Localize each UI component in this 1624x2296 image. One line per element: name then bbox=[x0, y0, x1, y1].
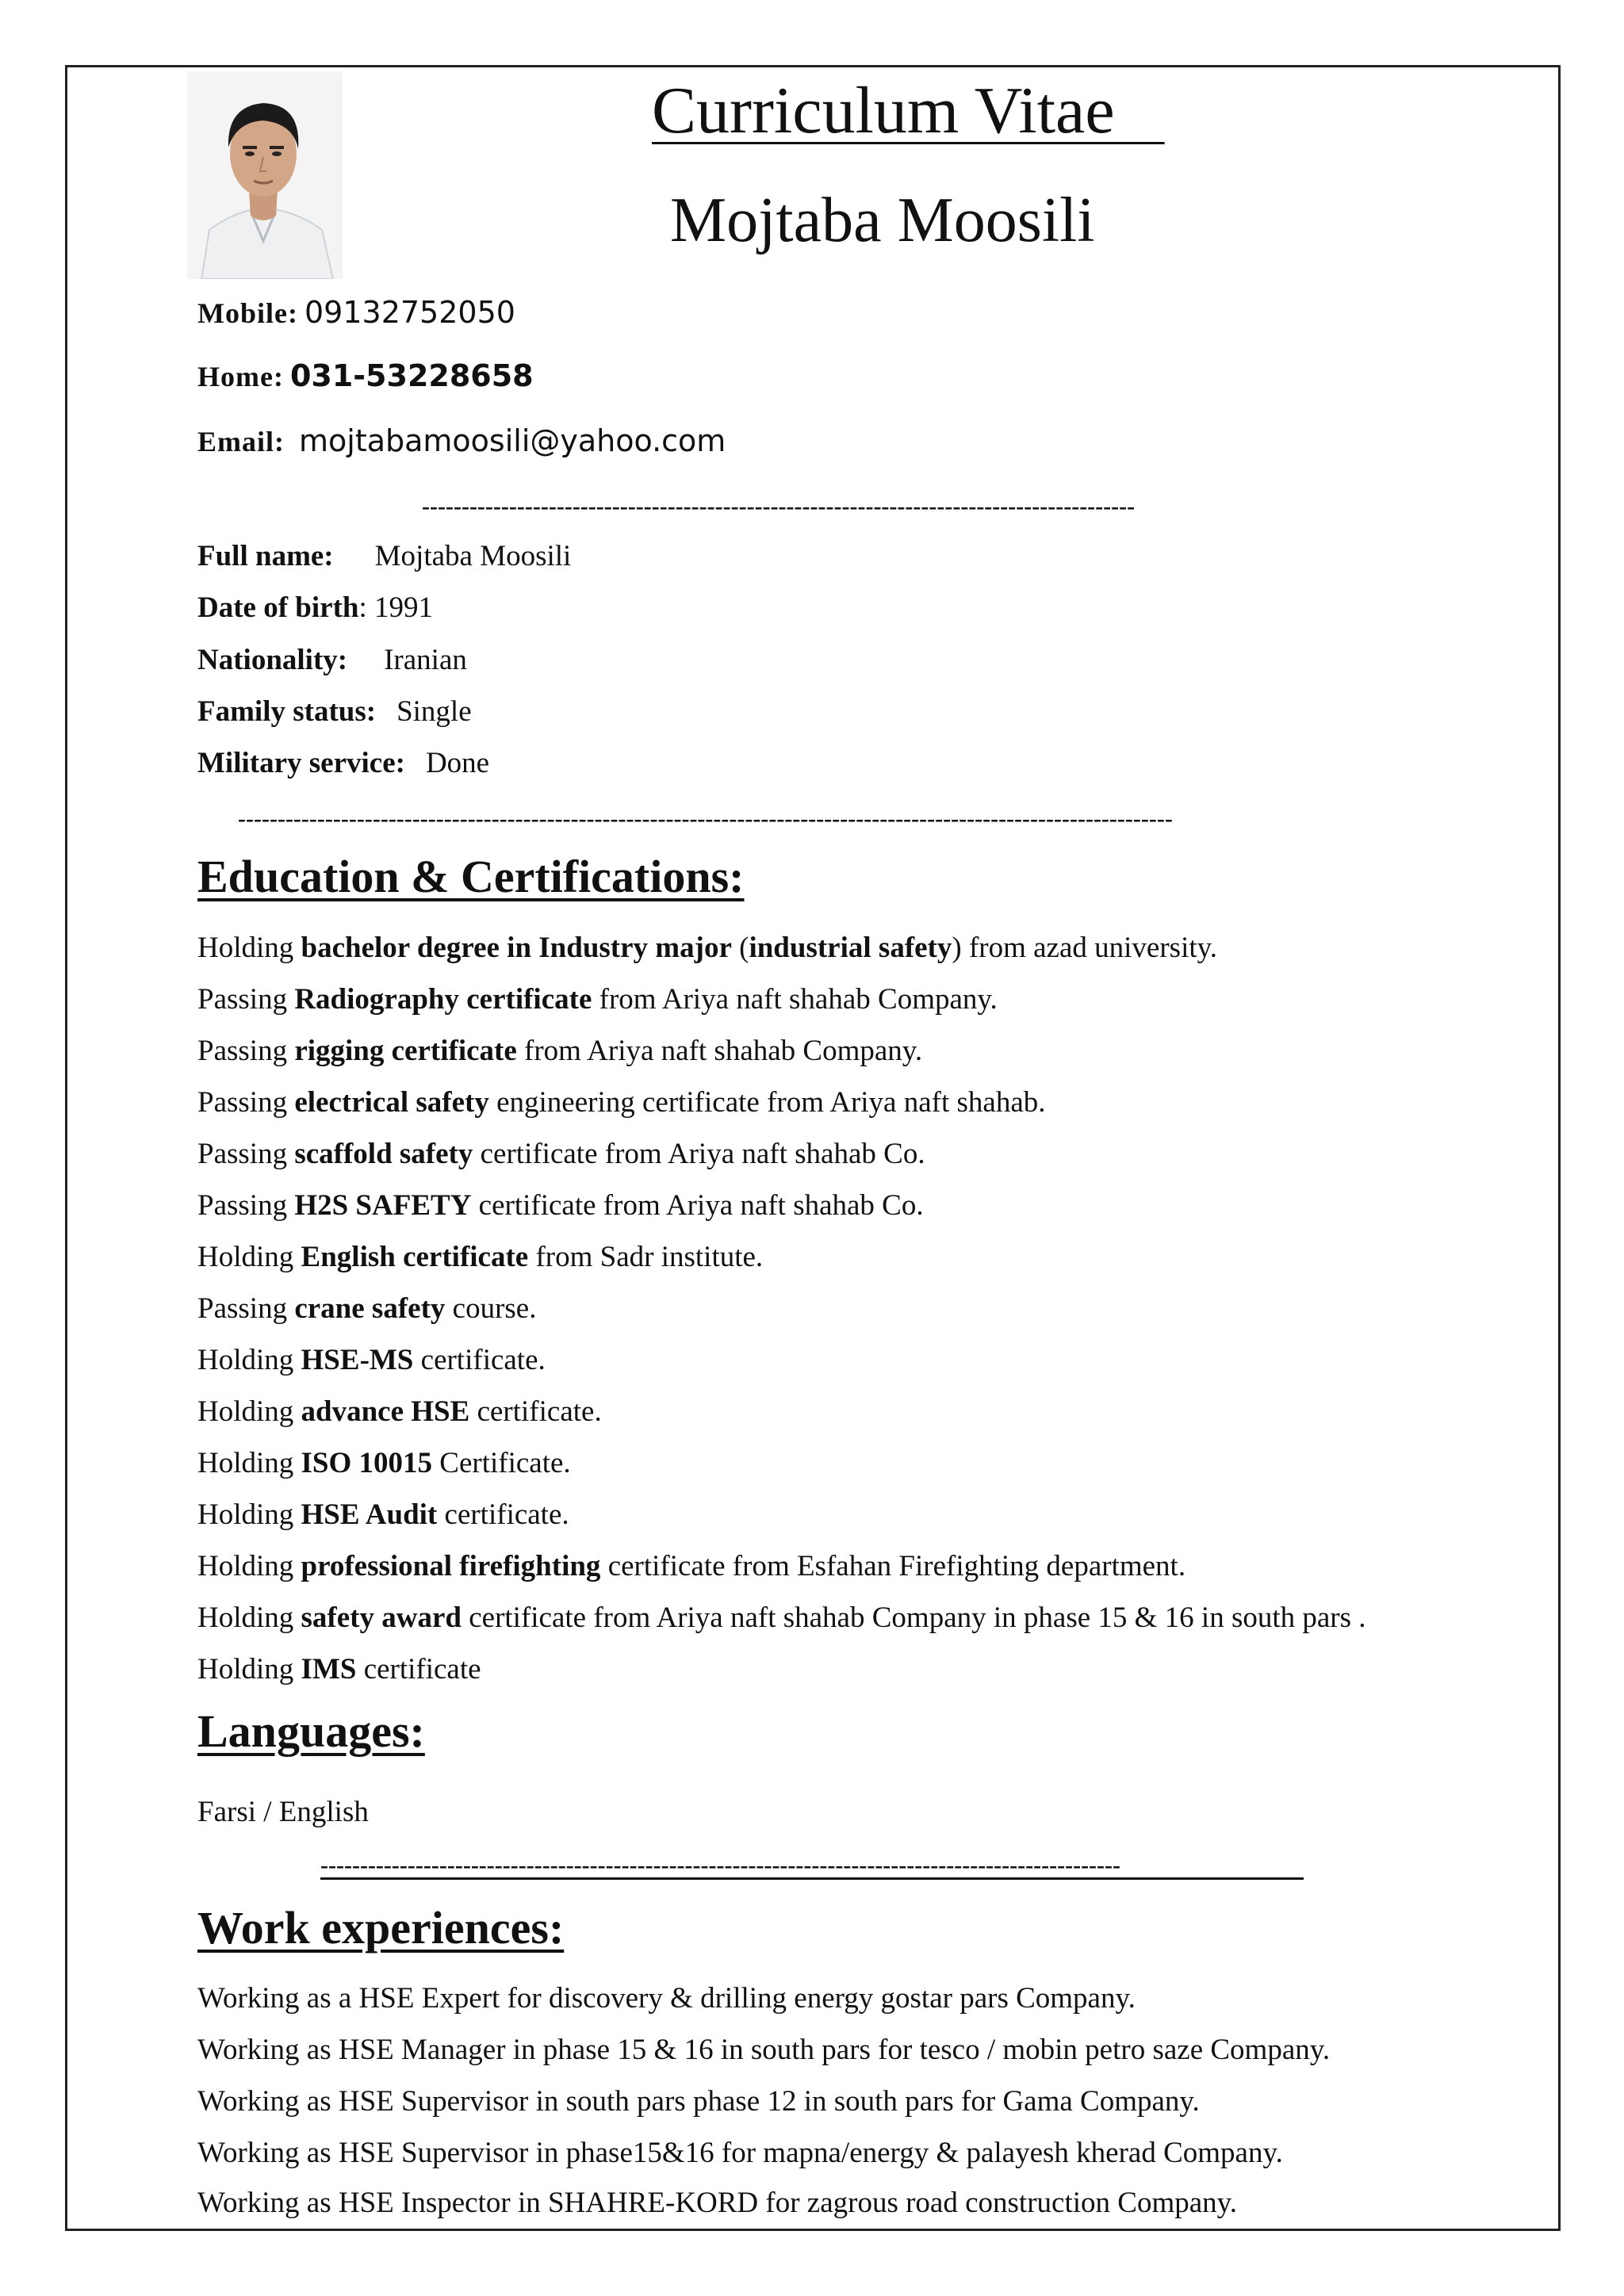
education-item bbox=[197, 1034, 922, 1068]
item-text: from Ariya naft shahab Company. bbox=[516, 1035, 923, 1067]
full-name-value: Mojtaba Moosili bbox=[374, 540, 572, 572]
item-text: Certificate. bbox=[432, 1447, 571, 1479]
item-text: certificate from Esfahan Firefighting department. bbox=[600, 1550, 1186, 1582]
education-item bbox=[197, 1549, 1185, 1583]
info-nationality bbox=[197, 643, 467, 677]
item-text: certificate from Ariya naft shahab Co. bbox=[473, 1138, 925, 1170]
item-text: certificate. bbox=[413, 1344, 546, 1376]
education-item bbox=[197, 1085, 1046, 1119]
item-text: Passing bbox=[197, 1292, 295, 1325]
item-text: engineering certificate from Ariya naft shahab. bbox=[488, 1086, 1046, 1119]
work-item: Working as a HSE Expert for discovery & drilling energy gostar pars Company. bbox=[197, 1982, 1136, 2015]
item-text: Passing bbox=[197, 983, 295, 1016]
email-label: Email: bbox=[197, 426, 285, 457]
item-text: from Sadr institute. bbox=[528, 1241, 764, 1273]
item-text: course. bbox=[445, 1292, 537, 1325]
item-text: Holding bbox=[197, 1344, 301, 1376]
item-text: certificate from Ariya naft shahab Co. bbox=[471, 1189, 924, 1222]
separator-1: ------------------------------------------------------------------------------------------ bbox=[422, 495, 1136, 519]
item-text: Holding bbox=[197, 1395, 301, 1428]
home-label: Home: bbox=[197, 361, 284, 392]
item-bold: advance HSE bbox=[301, 1395, 470, 1428]
item-bold: ISO 10015 bbox=[301, 1447, 433, 1479]
education-item bbox=[197, 1137, 925, 1171]
item-bold: H2S SAFETY bbox=[294, 1189, 472, 1222]
item-text: from Ariya naft shahab Company. bbox=[592, 983, 998, 1016]
item-bold: industrial safety bbox=[749, 932, 952, 964]
languages-heading: Languages: bbox=[197, 1705, 425, 1757]
email-value: mojtabamoosili@yahoo.com bbox=[299, 423, 726, 458]
item-text: Passing bbox=[197, 1189, 295, 1222]
date-of-birth-label: Date of birth bbox=[197, 591, 359, 624]
education-item bbox=[197, 1292, 536, 1326]
nationality-label: Nationality: bbox=[197, 644, 348, 676]
item-bold: scaffold safety bbox=[294, 1138, 473, 1170]
item-text: Passing bbox=[197, 1035, 295, 1067]
education-item bbox=[197, 1395, 602, 1429]
family-status-label: Family status: bbox=[197, 695, 377, 728]
military-service-value: Done bbox=[425, 747, 490, 779]
document-title: Curriculum Vitae bbox=[652, 74, 1165, 147]
work-item: Working as HSE Supervisor in south pars phase 12 in south pars for Gama Company. bbox=[197, 2085, 1200, 2118]
separator-3: ----------------------------------------------------------------------------------------------------- bbox=[320, 1854, 1304, 1880]
item-bold: HSE Audit bbox=[301, 1498, 438, 1531]
item-text: certificate. bbox=[437, 1498, 569, 1531]
education-item bbox=[197, 1446, 571, 1480]
work-item: Working as HSE Manager in phase 15 & 16 in south pars for tesco / mobin petro saze Company. bbox=[197, 2034, 1331, 2066]
item-text: Holding bbox=[197, 1653, 301, 1686]
education-item bbox=[197, 982, 998, 1016]
contact-home bbox=[197, 358, 534, 393]
profile-photo bbox=[187, 71, 343, 279]
contact-mobile bbox=[197, 295, 515, 330]
item-text: Holding bbox=[197, 932, 301, 964]
item-bold: professional firefighting bbox=[301, 1550, 601, 1582]
item-text: ( bbox=[731, 932, 749, 964]
full-name-label: Full name: bbox=[197, 540, 334, 572]
item-bold: rigging certificate bbox=[294, 1035, 517, 1067]
education-item bbox=[197, 1652, 481, 1686]
education-item bbox=[197, 1240, 763, 1274]
military-service-label: Military service: bbox=[197, 747, 405, 779]
education-item bbox=[197, 1498, 569, 1532]
item-text: Holding bbox=[197, 1241, 301, 1273]
info-full-name bbox=[197, 539, 571, 573]
mobile-label: Mobile: bbox=[197, 297, 298, 329]
separator-2: ---------------------------------------------------------------------------------------------------------------------- bbox=[238, 807, 1173, 831]
work-item: Working as HSE Inspector in SHAHRE-KORD for zagrous road construction Company. bbox=[197, 2187, 1237, 2219]
item-bold: IMS bbox=[301, 1653, 357, 1686]
date-of-birth-value: : 1991 bbox=[358, 591, 433, 624]
languages-value: Farsi / English bbox=[197, 1796, 369, 1828]
item-bold: English certificate bbox=[301, 1241, 529, 1273]
item-text: Holding bbox=[197, 1498, 301, 1531]
education-item bbox=[197, 1601, 1366, 1635]
info-military-service bbox=[197, 746, 489, 780]
item-text: ) from azad university. bbox=[952, 932, 1217, 964]
item-text: certificate from Ariya naft shahab Company in phase 15 & 16 in south pars . bbox=[461, 1601, 1366, 1634]
item-bold: safety award bbox=[301, 1601, 462, 1634]
item-text: Passing bbox=[197, 1138, 295, 1170]
person-portrait-icon bbox=[187, 71, 343, 279]
work-item: Working as HSE Supervisor in phase15&16 for mapna/energy & palayesh kherad Company. bbox=[197, 2137, 1283, 2169]
education-item bbox=[197, 1343, 546, 1377]
education-heading: Education & Certifications: bbox=[197, 851, 745, 902]
item-bold: bachelor degree in Industry major bbox=[301, 932, 732, 964]
item-text: Holding bbox=[197, 1601, 301, 1634]
info-date-of-birth bbox=[197, 591, 433, 625]
nationality-value: Iranian bbox=[384, 644, 467, 676]
family-status-value: Single bbox=[396, 695, 472, 728]
education-item bbox=[197, 931, 1217, 965]
home-value: 031-53228658 bbox=[289, 358, 534, 393]
item-bold: HSE-MS bbox=[301, 1344, 414, 1376]
item-text: Holding bbox=[197, 1550, 301, 1582]
item-text: Holding bbox=[197, 1447, 301, 1479]
mobile-value: 09132752050 bbox=[304, 295, 515, 330]
work-heading: Work experiences: bbox=[197, 1902, 565, 1954]
item-text: certificate. bbox=[469, 1395, 602, 1428]
item-bold: electrical safety bbox=[294, 1086, 489, 1119]
education-item bbox=[197, 1188, 924, 1223]
candidate-name: Mojtaba Moosili bbox=[670, 186, 1095, 255]
item-bold: Radiography certificate bbox=[294, 983, 592, 1016]
item-bold: crane safety bbox=[294, 1292, 446, 1325]
item-text: Passing bbox=[197, 1086, 295, 1119]
info-family-status bbox=[197, 695, 472, 729]
contact-email bbox=[197, 423, 726, 458]
item-text: certificate bbox=[356, 1653, 481, 1686]
